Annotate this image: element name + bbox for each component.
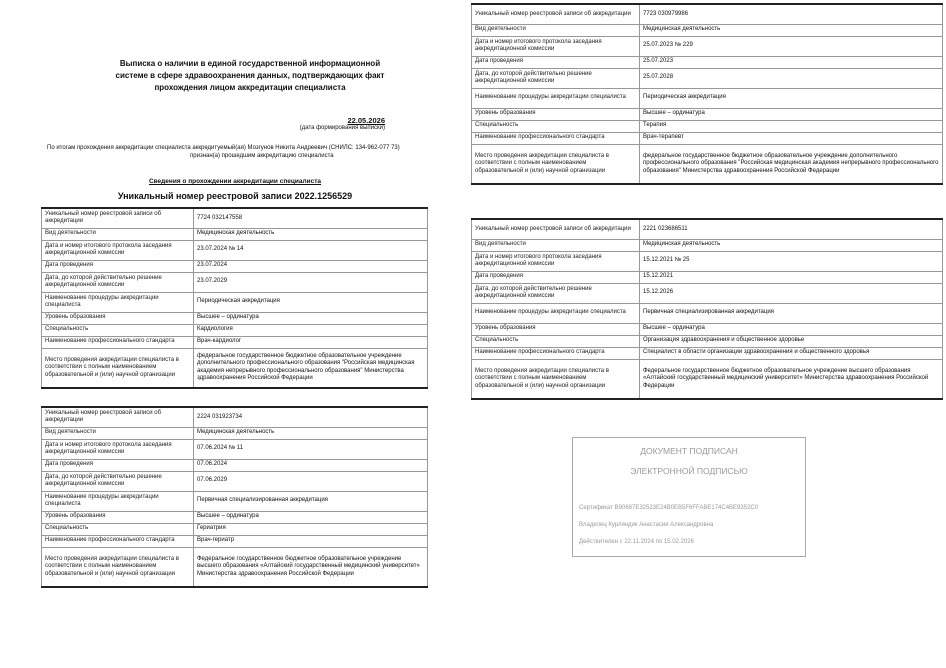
row-value: федеральное государственное бюджетное образовательное учреждение дополнительного профессионального образования "Российская медицинская академия непрерывного профессионального образования" Министерства здравоохранения Российской Федерации <box>194 348 428 388</box>
table-row <box>42 272 428 292</box>
row-value: 23.07.2029 <box>194 272 428 292</box>
table-row <box>472 36 943 56</box>
row-label: Уникальный номер реестровой записи об аккредитации <box>472 4 640 24</box>
row-label: Дата проведения <box>42 459 194 471</box>
row-label: Дата и номер итогового протокола заседания аккредитационной комиссии <box>42 240 194 260</box>
row-value: Высшее – ординатура <box>640 108 943 120</box>
row-value: 2224 031923734 <box>194 407 428 427</box>
row-label: Наименование процедуры аккредитации специалиста <box>472 303 640 323</box>
row-value: 07.06.2024 <box>194 459 428 471</box>
row-value: 23.07.2024 <box>194 260 428 272</box>
row-label: Уровень образования <box>42 312 194 324</box>
table-row <box>472 323 943 335</box>
row-value: 15.12.2026 <box>640 283 943 303</box>
title-line: прохождения лицом аккредитации специалиста <box>154 83 346 92</box>
table-row <box>42 208 428 228</box>
row-label: Вид деятельности <box>42 228 194 240</box>
row-label: Уникальный номер реестровой записи об аккредитации <box>42 208 194 228</box>
table-row <box>472 239 943 251</box>
row-label: Место проведения аккредитации специалиста в соответствии с полным наименованием образовательной и (или) научной организации <box>472 359 640 399</box>
row-value: Специалист в области организации здравоохранения и общественного здоровья <box>640 347 943 359</box>
row-label: Дата и номер итогового протокола заседания аккредитационной комиссии <box>472 36 640 56</box>
row-value: Врач-кардиолог <box>194 336 428 348</box>
issue-date-caption: (дата формирования выписки) <box>299 125 385 131</box>
row-value: Высшее – ординатура <box>194 511 428 523</box>
table-row <box>42 511 428 523</box>
row-label: Специальность <box>472 120 640 132</box>
table-row <box>472 251 943 271</box>
row-value: Кардиология <box>194 324 428 336</box>
row-label: Наименование процедуры аккредитации специалиста <box>472 88 640 108</box>
row-label: Уровень образования <box>42 511 194 523</box>
row-value: Врач-гериатр <box>194 535 428 547</box>
table-row <box>472 359 943 399</box>
row-value: Высшее – ординатура <box>640 323 943 335</box>
row-label: Дата проведения <box>472 56 640 68</box>
row-value: 23.07.2024 № 14 <box>194 240 428 260</box>
row-value: Организация здравоохранения и общественное здоровье <box>640 335 943 347</box>
table-row <box>42 535 428 547</box>
stamp-validity: Действителен с 22.11.2024 по 15.02.2026 <box>579 539 694 545</box>
row-label: Место проведения аккредитации специалиста в соответствии с полным наименованием образовательной и (или) научной организации <box>42 547 194 587</box>
table-row <box>42 312 428 324</box>
stamp-owner: Владелец Курляндик Анастасия Александровна <box>579 522 714 528</box>
row-label: Вид деятельности <box>472 239 640 251</box>
table-row <box>472 4 943 24</box>
accreditation-table-1 <box>41 207 428 389</box>
row-value: Федеральное государственное бюджетное образовательное учреждение высшего образования «Алтайский государственный медицинский университет» Министерства здравоохранения Российской Федерации <box>194 547 428 587</box>
table-row <box>472 303 943 323</box>
table-row <box>472 24 943 36</box>
row-label: Дата, до которой действительно решение аккредитационной комиссии <box>42 471 194 491</box>
intro-text-2: признан(а) прошедшим аккредитацию специалиста <box>190 153 334 159</box>
table-row <box>42 439 428 459</box>
row-label: Наименование профессионального стандарта <box>42 535 194 547</box>
row-label: Вид деятельности <box>472 24 640 36</box>
table-row <box>42 348 428 388</box>
table-row <box>472 108 943 120</box>
row-label: Дата, до которой действительно решение аккредитационной комиссии <box>42 272 194 292</box>
row-value: 25.07.2028 <box>640 68 943 88</box>
row-value: Медицинская деятельность <box>640 24 943 36</box>
table-row <box>472 271 943 283</box>
row-label: Наименование профессионального стандарта <box>42 336 194 348</box>
row-value: Федеральное государственное бюджетное образовательное учреждение высшего образования «Алтайский государственный медицинский университет» Министерства здравоохранения Российской Федерации <box>640 359 943 399</box>
row-value: Высшее – ординатура <box>194 312 428 324</box>
row-value: 2221 023686511 <box>640 219 943 239</box>
table-row <box>42 260 428 272</box>
section-title: Сведения о прохождении аккредитации специалиста <box>148 178 322 185</box>
row-label: Специальность <box>42 523 194 535</box>
signature-stamp <box>572 437 806 557</box>
row-label: Дата и номер итогового протокола заседания аккредитационной комиссии <box>42 439 194 459</box>
row-value: 07.06.2029 <box>194 471 428 491</box>
row-value: Врач-терапевт <box>640 132 943 144</box>
row-label: Уровень образования <box>472 108 640 120</box>
row-label: Наименование профессионального стандарта <box>472 132 640 144</box>
table-row <box>42 292 428 312</box>
table-row <box>472 219 943 239</box>
row-label: Наименование профессионального стандарта <box>472 347 640 359</box>
row-label: Уникальный номер реестровой записи об аккредитации <box>42 407 194 427</box>
issue-date: 22.05.2026 <box>347 116 385 125</box>
row-value: 25.07.2023 <box>640 56 943 68</box>
table-row <box>42 471 428 491</box>
row-value: 7724 032147558 <box>194 208 428 228</box>
row-label: Уникальный номер реестровой записи об аккредитации <box>472 219 640 239</box>
table-row <box>472 120 943 132</box>
row-value: Периодическая аккредитация <box>194 292 428 312</box>
row-value: 7723 030979986 <box>640 4 943 24</box>
accreditation-table-3 <box>471 3 943 185</box>
stamp-certificate: Сертификат B90687E32523E24B0EB5F6FFABE174C4BE9352C0 <box>579 505 759 511</box>
intro-text: По итогам прохождения аккредитации специалиста аккредитуемый(ая) Мозгунов Никита Андреевич (СНИЛС: 134-962-077 73) <box>47 145 400 151</box>
row-label: Дата, до которой действительно решение аккредитационной комиссии <box>472 68 640 88</box>
row-label: Дата и номер итогового протокола заседания аккредитационной комиссии <box>472 251 640 271</box>
accreditation-table-4 <box>471 218 943 400</box>
row-label: Уровень образования <box>472 323 640 335</box>
title-line: Выписка о наличии в единой государственной информационной <box>119 59 381 68</box>
row-label: Дата проведения <box>472 271 640 283</box>
table-row <box>42 491 428 511</box>
row-value: Гериатрия <box>194 523 428 535</box>
row-value: 07.06.2024 № 11 <box>194 439 428 459</box>
row-value: Медицинская деятельность <box>194 228 428 240</box>
row-value: 15.12.2021 № 25 <box>640 251 943 271</box>
table-row <box>42 459 428 471</box>
row-label: Наименование процедуры аккредитации специалиста <box>42 292 194 312</box>
row-label: Вид деятельности <box>42 427 194 439</box>
title-line: системе в сфере здравоохранения данных, подтверждающих факт <box>115 71 385 80</box>
row-value: 15.12.2021 <box>640 271 943 283</box>
table-row <box>42 547 428 587</box>
table-row <box>42 240 428 260</box>
row-label: Специальность <box>472 335 640 347</box>
table-row <box>42 427 428 439</box>
row-label: Специальность <box>42 324 194 336</box>
row-value: Первичная специализированная аккредитация <box>194 491 428 511</box>
registry-title: Уникальный номер реестровой записи 2022.1256529 <box>117 191 353 201</box>
table-row <box>42 228 428 240</box>
table-row <box>42 324 428 336</box>
row-value: Периодическая аккредитация <box>640 88 943 108</box>
row-value: Медицинская деятельность <box>640 239 943 251</box>
row-value: Медицинская деятельность <box>194 427 428 439</box>
row-label: Дата проведения <box>42 260 194 272</box>
row-label: Дата, до которой действительно решение аккредитационной комиссии <box>472 283 640 303</box>
table-row <box>472 132 943 144</box>
table-row <box>42 336 428 348</box>
table-row <box>472 283 943 303</box>
row-value: 25.07.2023 № 229 <box>640 36 943 56</box>
table-row <box>472 335 943 347</box>
table-row <box>472 88 943 108</box>
row-value: Терапия <box>640 120 943 132</box>
table-row <box>472 68 943 88</box>
stamp-subtitle: ЭЛЕКТРОННОЙ ПОДПИСЬЮ <box>630 466 748 476</box>
document-title <box>100 58 400 94</box>
accreditation-table-2 <box>41 406 428 588</box>
stamp-title: ДОКУМЕНТ ПОДПИСАН <box>640 446 738 456</box>
row-label: Место проведения аккредитации специалиста в соответствии с полным наименованием образовательной и (или) научной организации <box>472 144 640 184</box>
row-label: Место проведения аккредитации специалиста в соответствии с полным наименованием образовательной и (или) научной организации <box>42 348 194 388</box>
table-row <box>472 56 943 68</box>
row-value: Первичная специализированная аккредитация <box>640 303 943 323</box>
table-row <box>472 347 943 359</box>
row-label: Наименование процедуры аккредитации специалиста <box>42 491 194 511</box>
row-value: федеральное государственное бюджетное образовательное учреждение дополнительного профессионального образования "Российская медицинская академия непрерывного профессионального образования" Министерства здравоохранения Российской Федерации <box>640 144 943 184</box>
table-row <box>42 523 428 535</box>
table-row <box>42 407 428 427</box>
table-row <box>472 144 943 184</box>
